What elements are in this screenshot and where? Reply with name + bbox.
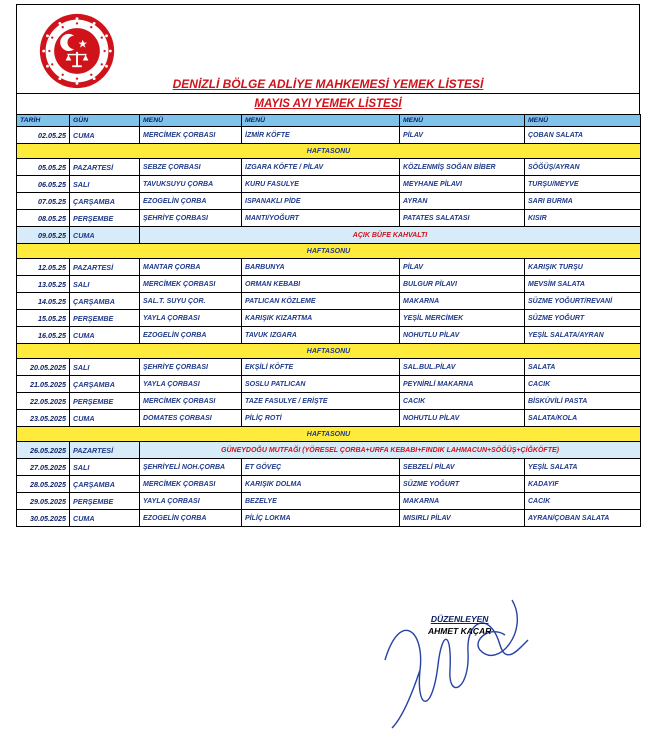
table-row xyxy=(17,393,641,410)
table-row xyxy=(17,293,641,310)
weekend-row xyxy=(17,244,641,259)
menu-cell: SOSLU PATLICAN xyxy=(242,376,400,393)
day-cell: CUMA xyxy=(70,127,140,144)
table-row xyxy=(17,376,641,393)
signature-title: DÜZENLEYEN xyxy=(430,614,489,624)
special-menu-label: AÇIK BÜFE KAHVALTI xyxy=(140,227,641,244)
day-cell: SALI xyxy=(70,459,140,476)
day-cell: SALI xyxy=(70,176,140,193)
weekend-label: HAFTASONU xyxy=(17,144,641,159)
day-cell: ÇARŞAMBA xyxy=(70,376,140,393)
menu-cell: MEYHANE PİLAVI xyxy=(400,176,525,193)
date-cell: 27.05.2025 xyxy=(17,459,70,476)
table-row xyxy=(17,210,641,227)
table-row xyxy=(17,510,641,527)
menu-cell: TURŞU/MEYVE xyxy=(525,176,641,193)
menu-cell: PİLAV xyxy=(400,127,525,144)
menu-cell: CACIK xyxy=(525,493,641,510)
day-cell: PAZARTESİ xyxy=(70,442,140,459)
menu-cell: SÜZME YOĞURT xyxy=(525,310,641,327)
menu-cell: KÖZLENMİŞ SOĞAN BİBER xyxy=(400,159,525,176)
menu-cell: SEBZE ÇORBASI xyxy=(140,159,242,176)
menu-cell: KARIŞIK KIZARTMA xyxy=(242,310,400,327)
menu-cell: ET GÖVEÇ xyxy=(242,459,400,476)
menu-cell: SALATA xyxy=(525,359,641,376)
page-title: DENİZLİ BÖLGE ADLİYE MAHKEMESİ YEMEK LİSTESİ xyxy=(172,77,484,91)
special-menu-row xyxy=(17,442,641,459)
date-cell: 02.05.25 xyxy=(17,127,70,144)
table-row xyxy=(17,159,641,176)
menu-cell: ŞEHRİYELİ NOH.ÇORBA xyxy=(140,459,242,476)
menu-cell: SÜZME YOĞURT xyxy=(400,476,525,493)
menu-cell: PATATES SALATASI xyxy=(400,210,525,227)
menu-cell: MANTAR ÇORBA xyxy=(140,259,242,276)
menu-cell: ISPANAKLI PİDE xyxy=(242,193,400,210)
day-cell: ÇARŞAMBA xyxy=(70,476,140,493)
table-row xyxy=(17,127,641,144)
date-cell: 22.05.2025 xyxy=(17,393,70,410)
day-cell: PAZARTESİ xyxy=(70,159,140,176)
day-cell: ÇARŞAMBA xyxy=(70,293,140,310)
table-row xyxy=(17,359,641,376)
date-cell: 13.05.25 xyxy=(17,276,70,293)
menu-cell: KURU FASULYE xyxy=(242,176,400,193)
column-header-menu-3: MENÜ xyxy=(400,115,525,127)
menu-cell: ÇOBAN SALATA xyxy=(525,127,641,144)
menu-cell: AYRAN xyxy=(400,193,525,210)
menu-cell: DOMATES ÇORBASI xyxy=(140,410,242,427)
menu-cell: SARI BURMA xyxy=(525,193,641,210)
date-cell: 30.05.2025 xyxy=(17,510,70,527)
day-cell: PERŞEMBE xyxy=(70,493,140,510)
menu-cell: KARIŞIK TURŞU xyxy=(525,259,641,276)
weekend-row xyxy=(17,144,641,159)
menu-cell: MAKARNA xyxy=(400,493,525,510)
column-header-menu-4: MENÜ xyxy=(525,115,641,127)
menu-cell: SÖĞÜŞ/AYRAN xyxy=(525,159,641,176)
date-cell: 12.05.25 xyxy=(17,259,70,276)
menu-cell: SÜZME YOĞURT/REVANİ xyxy=(525,293,641,310)
menu-cell: SAL.BUL.PİLAV xyxy=(400,359,525,376)
date-cell: 28.05.2025 xyxy=(17,476,70,493)
column-header-menu-1: MENÜ xyxy=(140,115,242,127)
table-row xyxy=(17,459,641,476)
menu-cell: BULGUR PİLAVI xyxy=(400,276,525,293)
header-box xyxy=(16,4,640,93)
signature-scribble-icon xyxy=(380,590,550,730)
menu-cell: SEBZELİ PİLAV xyxy=(400,459,525,476)
menu-cell: KARIŞIK DOLMA xyxy=(242,476,400,493)
menu-cell: BİSKÜVİLİ PASTA xyxy=(525,393,641,410)
day-cell: CUMA xyxy=(70,327,140,344)
table-header-row xyxy=(17,115,641,127)
date-cell: 23.05.2025 xyxy=(17,410,70,427)
menu-cell: NOHUTLU PİLAV xyxy=(400,410,525,427)
menu-cell: YAYLA ÇORBASI xyxy=(140,493,242,510)
signature-name: AHMET KAÇAR xyxy=(428,626,492,636)
date-cell: 06.05.25 xyxy=(17,176,70,193)
weekend-row xyxy=(17,344,641,359)
menu-cell: MAKARNA xyxy=(400,293,525,310)
menu-cell: AYRAN/ÇOBAN SALATA xyxy=(525,510,641,527)
date-cell: 15.05.25 xyxy=(17,310,70,327)
column-header-day: GÜN xyxy=(70,115,140,127)
menu-cell: BEZELYE xyxy=(242,493,400,510)
menu-cell: PİLİÇ ROTİ xyxy=(242,410,400,427)
menu-cell: NOHUTLU PİLAV xyxy=(400,327,525,344)
day-cell: PERŞEMBE xyxy=(70,310,140,327)
date-cell: 16.05.25 xyxy=(17,327,70,344)
menu-cell: PİLİÇ LOKMA xyxy=(242,510,400,527)
table-row xyxy=(17,327,641,344)
table-row xyxy=(17,259,641,276)
menu-cell: YEŞİL SALATA/AYRAN xyxy=(525,327,641,344)
date-cell: 29.05.2025 xyxy=(17,493,70,510)
menu-cell: SAL.T. SUYU ÇOR. xyxy=(140,293,242,310)
table-row xyxy=(17,410,641,427)
day-cell: SALI xyxy=(70,276,140,293)
menu-cell: MERCİMEK ÇORBASI xyxy=(140,476,242,493)
menu-cell: YEŞİL SALATA xyxy=(525,459,641,476)
menu-cell: IZGARA KÖFTE / PİLAV xyxy=(242,159,400,176)
menu-cell: EZOGELİN ÇORBA xyxy=(140,510,242,527)
weekend-label: HAFTASONU xyxy=(17,427,641,442)
menu-cell: TAVUKSUYU ÇORBA xyxy=(140,176,242,193)
menu-cell: YEŞİL MERCİMEK xyxy=(400,310,525,327)
day-cell: PERŞEMBE xyxy=(70,393,140,410)
date-cell: 14.05.25 xyxy=(17,293,70,310)
menu-table xyxy=(16,114,641,527)
menu-cell: MEVSİM SALATA xyxy=(525,276,641,293)
menu-cell: KADAYIF xyxy=(525,476,641,493)
table-row xyxy=(17,176,641,193)
special-menu-label: GÜNEYDOĞU MUTFAĞI (YÖRESEL ÇORBA+URFA KEBABI+FINDIK LAHMACUN+SÖĞÜŞ+ÇİĞKÖFTE) xyxy=(140,442,641,459)
column-header-menu-2: MENÜ xyxy=(242,115,400,127)
menu-cell: ŞEHRİYE ÇORBASI xyxy=(140,210,242,227)
menu-cell: PİLAV xyxy=(400,259,525,276)
date-cell: 09.05.25 xyxy=(17,227,70,244)
menu-cell: MISIRLI PİLAV xyxy=(400,510,525,527)
column-header-date: TARİH xyxy=(17,115,70,127)
page-subtitle: MAYIS AYI YEMEK LİSTESİ xyxy=(16,93,640,114)
menu-cell: MERCİMEK ÇORBASI xyxy=(140,276,242,293)
day-cell: PAZARTESİ xyxy=(70,259,140,276)
day-cell: PERŞEMBE xyxy=(70,210,140,227)
menu-cell: TAVUK IZGARA xyxy=(242,327,400,344)
date-cell: 20.05.2025 xyxy=(17,359,70,376)
menu-cell: EKŞİLİ KÖFTE xyxy=(242,359,400,376)
menu-cell: BARBUNYA xyxy=(242,259,400,276)
table-row xyxy=(17,193,641,210)
menu-cell: MERCİMEK ÇORBASI xyxy=(140,393,242,410)
menu-cell: PATLICAN KÖZLEME xyxy=(242,293,400,310)
menu-sheet xyxy=(16,4,640,527)
date-cell: 08.05.25 xyxy=(17,210,70,227)
day-cell: SALI xyxy=(70,359,140,376)
special-menu-row xyxy=(17,227,641,244)
table-row xyxy=(17,310,641,327)
menu-cell: İZMİR KÖFTE xyxy=(242,127,400,144)
day-cell: ÇARŞAMBA xyxy=(70,193,140,210)
date-cell: 05.05.25 xyxy=(17,159,70,176)
signature-block xyxy=(428,614,491,636)
menu-cell: ŞEHRİYE ÇORBASI xyxy=(140,359,242,376)
table-row xyxy=(17,276,641,293)
menu-cell: KISIR xyxy=(525,210,641,227)
menu-cell: CACIK xyxy=(525,376,641,393)
menu-cell: CACIK xyxy=(400,393,525,410)
menu-cell: YAYLA ÇORBASI xyxy=(140,310,242,327)
menu-cell: YAYLA ÇORBASI xyxy=(140,376,242,393)
date-cell: 21.05.2025 xyxy=(17,376,70,393)
table-row xyxy=(17,476,641,493)
day-cell: CUMA xyxy=(70,227,140,244)
menu-cell: MERCİMEK ÇORBASI xyxy=(140,127,242,144)
day-cell: CUMA xyxy=(70,510,140,527)
menu-cell: TAZE FASULYE / ERİŞTE xyxy=(242,393,400,410)
date-cell: 07.05.25 xyxy=(17,193,70,210)
menu-cell: EZOGELİN ÇORBA xyxy=(140,193,242,210)
day-cell: CUMA xyxy=(70,410,140,427)
weekend-row xyxy=(17,427,641,442)
weekend-label: HAFTASONU xyxy=(17,344,641,359)
menu-cell: EZOGELİN ÇORBA xyxy=(140,327,242,344)
menu-cell: SALATA/KOLA xyxy=(525,410,641,427)
table-row xyxy=(17,493,641,510)
menu-cell: MANTI/YOĞURT xyxy=(242,210,400,227)
menu-cell: ORMAN KEBABI xyxy=(242,276,400,293)
date-cell: 26.05.2025 xyxy=(17,442,70,459)
weekend-label: HAFTASONU xyxy=(17,244,641,259)
menu-cell: PEYNİRLİ MAKARNA xyxy=(400,376,525,393)
